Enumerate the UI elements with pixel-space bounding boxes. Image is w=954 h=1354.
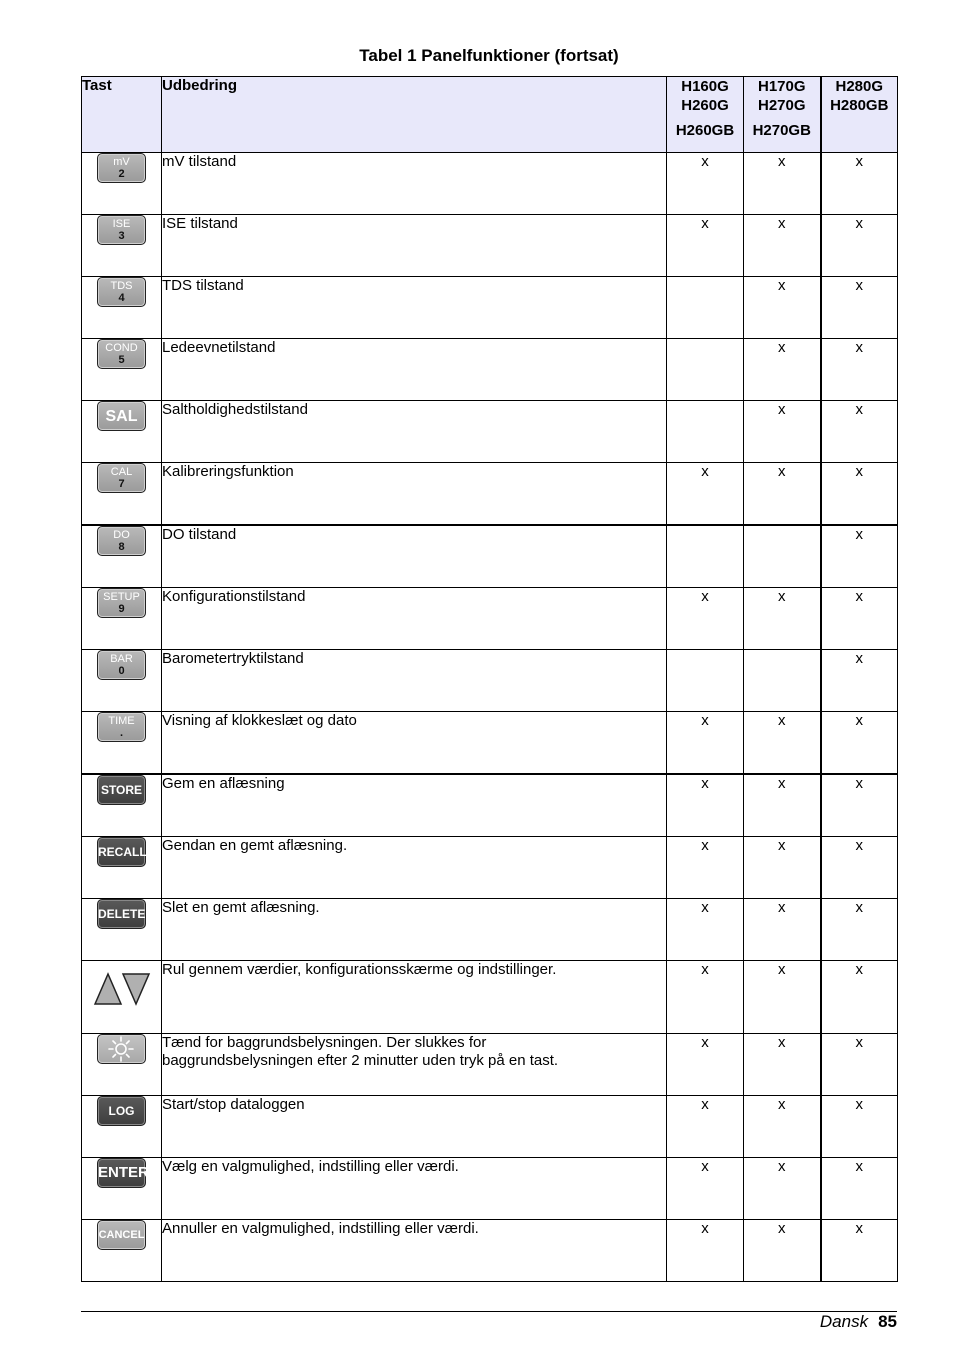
setup-key-icon: SETUP 9 bbox=[97, 588, 146, 618]
table-row-delete bbox=[82, 899, 898, 961]
row-description: Annuller en valgmulighed, indstilling eller værdi. bbox=[162, 1220, 667, 1282]
mark-model2: x bbox=[744, 899, 821, 961]
mark-model3: x bbox=[821, 1158, 898, 1220]
model-line: H170G bbox=[757, 78, 806, 95]
mark-model2: x bbox=[744, 961, 821, 1034]
row-description bbox=[162, 1034, 667, 1096]
mark-model2: x bbox=[744, 339, 821, 401]
mark-model3: x bbox=[821, 650, 898, 712]
mark-model2: x bbox=[744, 401, 821, 463]
mark-model1: x bbox=[667, 1096, 744, 1158]
header-description: Udbedring bbox=[162, 77, 667, 153]
mark-model3: x bbox=[821, 1034, 898, 1096]
mark-model3: x bbox=[821, 1220, 898, 1282]
row-description: Saltholdighedstilstand bbox=[162, 401, 667, 463]
table-row-do bbox=[82, 525, 898, 588]
desc-line: baggrundsbelysningen efter 2 minutter uden tryk på en tast. bbox=[162, 1052, 559, 1069]
mark-model2: x bbox=[744, 215, 821, 277]
page-number: 85 bbox=[878, 1312, 897, 1331]
mark-model2 bbox=[744, 650, 821, 712]
mark-model3: x bbox=[821, 215, 898, 277]
row-description: Barometertryktilstand bbox=[162, 650, 667, 712]
mark-model3: x bbox=[821, 837, 898, 899]
table-header-row bbox=[82, 77, 898, 153]
mark-model2: x bbox=[744, 588, 821, 650]
mark-model1: x bbox=[667, 588, 744, 650]
mark-model2: x bbox=[744, 837, 821, 899]
mark-model1: x bbox=[667, 837, 744, 899]
ise-key-icon: ISE 3 bbox=[97, 215, 146, 245]
mark-model2: x bbox=[744, 1096, 821, 1158]
mark-model3: x bbox=[821, 712, 898, 775]
header-model-h280g bbox=[821, 77, 898, 153]
mark-model3: x bbox=[821, 339, 898, 401]
row-description: mV tilstand bbox=[162, 153, 667, 215]
table-row-sal bbox=[82, 401, 898, 463]
time-key-icon: TIME . bbox=[97, 712, 146, 742]
mark-model1 bbox=[667, 339, 744, 401]
mark-model3: x bbox=[821, 401, 898, 463]
mv-key-icon: mV 2 bbox=[97, 153, 146, 183]
mark-model1: x bbox=[667, 1158, 744, 1220]
row-description: Vælg en valgmulighed, indstilling eller værdi. bbox=[162, 1158, 667, 1220]
mark-model1 bbox=[667, 277, 744, 339]
do-key-icon: DO 8 bbox=[97, 526, 146, 556]
bar-key-icon: BAR 0 bbox=[97, 650, 146, 680]
cancel-key-icon: CANCEL bbox=[97, 1220, 146, 1250]
row-description: Slet en gemt aflæsning. bbox=[162, 899, 667, 961]
table-row-ise bbox=[82, 215, 898, 277]
header-model-h170g bbox=[744, 77, 821, 153]
model-line: H270GB bbox=[752, 122, 811, 139]
table-row-enter bbox=[82, 1158, 898, 1220]
sal-key-icon: SAL bbox=[97, 401, 146, 431]
mark-model1: x bbox=[667, 153, 744, 215]
page-footer bbox=[820, 1312, 897, 1332]
mark-model2: x bbox=[744, 463, 821, 526]
mark-model1: x bbox=[667, 215, 744, 277]
mark-model3: x bbox=[821, 899, 898, 961]
mark-model2: x bbox=[744, 277, 821, 339]
model-line: H280G bbox=[835, 78, 884, 95]
row-description: Gem en aflæsning bbox=[162, 774, 667, 837]
mark-model1: x bbox=[667, 463, 744, 526]
delete-key-icon: DELETE bbox=[97, 899, 146, 929]
mark-model2 bbox=[744, 525, 821, 588]
cal-key-icon: CAL 7 bbox=[97, 463, 146, 493]
up-down-arrows-icon bbox=[93, 972, 151, 1006]
mark-model2: x bbox=[744, 153, 821, 215]
desc-line: Tænd for baggrundsbelysningen. Der slukkes for bbox=[162, 1034, 487, 1051]
mark-model3: x bbox=[821, 1096, 898, 1158]
row-description: Visning af klokkeslæt og dato bbox=[162, 712, 667, 775]
model-line: H280GB bbox=[830, 97, 889, 114]
model-line: H270G bbox=[757, 97, 806, 114]
row-description: Start/stop dataloggen bbox=[162, 1096, 667, 1158]
mark-model3: x bbox=[821, 153, 898, 215]
row-description: Ledeevnetilstand bbox=[162, 339, 667, 401]
mark-model3: x bbox=[821, 463, 898, 526]
table-row-cal bbox=[82, 463, 898, 526]
table-row-log bbox=[82, 1096, 898, 1158]
log-key-icon: LOG bbox=[97, 1096, 146, 1126]
row-description: ISE tilstand bbox=[162, 215, 667, 277]
table-caption: Tabel 1 Panelfunktioner (fortsat) bbox=[359, 46, 619, 65]
row-description: Rul gennem værdier, konfigurationsskærme og indstillinger. bbox=[162, 961, 667, 1034]
store-key-icon: STORE bbox=[97, 775, 146, 805]
mark-model1 bbox=[667, 525, 744, 588]
mark-model1: x bbox=[667, 1034, 744, 1096]
table-row-tds bbox=[82, 277, 898, 339]
footer-divider bbox=[81, 1311, 897, 1312]
table-row-time bbox=[82, 712, 898, 775]
footer-language: Dansk bbox=[819, 1312, 869, 1331]
mark-model3: x bbox=[821, 588, 898, 650]
mark-model3: x bbox=[821, 277, 898, 339]
mark-model1: x bbox=[667, 712, 744, 775]
mark-model3: x bbox=[821, 525, 898, 588]
model-line: H260GB bbox=[675, 122, 735, 139]
model-line: H160G bbox=[681, 78, 729, 95]
mark-model2: x bbox=[744, 712, 821, 775]
header-key: Tast bbox=[82, 77, 162, 153]
row-description: Gendan en gemt aflæsning. bbox=[162, 837, 667, 899]
row-description: Kalibreringsfunktion bbox=[162, 463, 667, 526]
table-row-store bbox=[82, 774, 898, 837]
mark-model3: x bbox=[821, 774, 898, 837]
mark-model2: x bbox=[744, 1158, 821, 1220]
tds-key-icon: TDS 4 bbox=[97, 277, 146, 307]
mark-model1: x bbox=[667, 774, 744, 837]
mark-model1 bbox=[667, 401, 744, 463]
table-row-cond bbox=[82, 339, 898, 401]
table-row-recall bbox=[82, 837, 898, 899]
row-description: DO tilstand bbox=[162, 525, 667, 588]
mark-model1: x bbox=[667, 961, 744, 1034]
row-description: TDS tilstand bbox=[162, 277, 667, 339]
sun-icon bbox=[97, 1034, 146, 1064]
mark-model1 bbox=[667, 650, 744, 712]
table-row-cancel bbox=[82, 1220, 898, 1282]
table-row-arrows bbox=[82, 961, 898, 1034]
cond-key-icon: COND 5 bbox=[97, 339, 146, 369]
table-row-mv bbox=[82, 153, 898, 215]
table-row-backlight bbox=[82, 1034, 898, 1096]
enter-key-icon: ENTER bbox=[97, 1158, 146, 1188]
row-description: Konfigurationstilstand bbox=[162, 588, 667, 650]
mark-model1: x bbox=[667, 1220, 744, 1282]
mark-model3: x bbox=[821, 961, 898, 1034]
model-line: H260G bbox=[681, 97, 729, 114]
table-row-bar bbox=[82, 650, 898, 712]
mark-model2: x bbox=[744, 774, 821, 837]
header-model-h160g bbox=[667, 77, 744, 153]
panel-functions-table bbox=[81, 76, 898, 1282]
mark-model1: x bbox=[667, 899, 744, 961]
mark-model2: x bbox=[744, 1220, 821, 1282]
table-row-setup bbox=[82, 588, 898, 650]
mark-model2: x bbox=[744, 1034, 821, 1096]
recall-key-icon: RECALL bbox=[97, 837, 146, 867]
